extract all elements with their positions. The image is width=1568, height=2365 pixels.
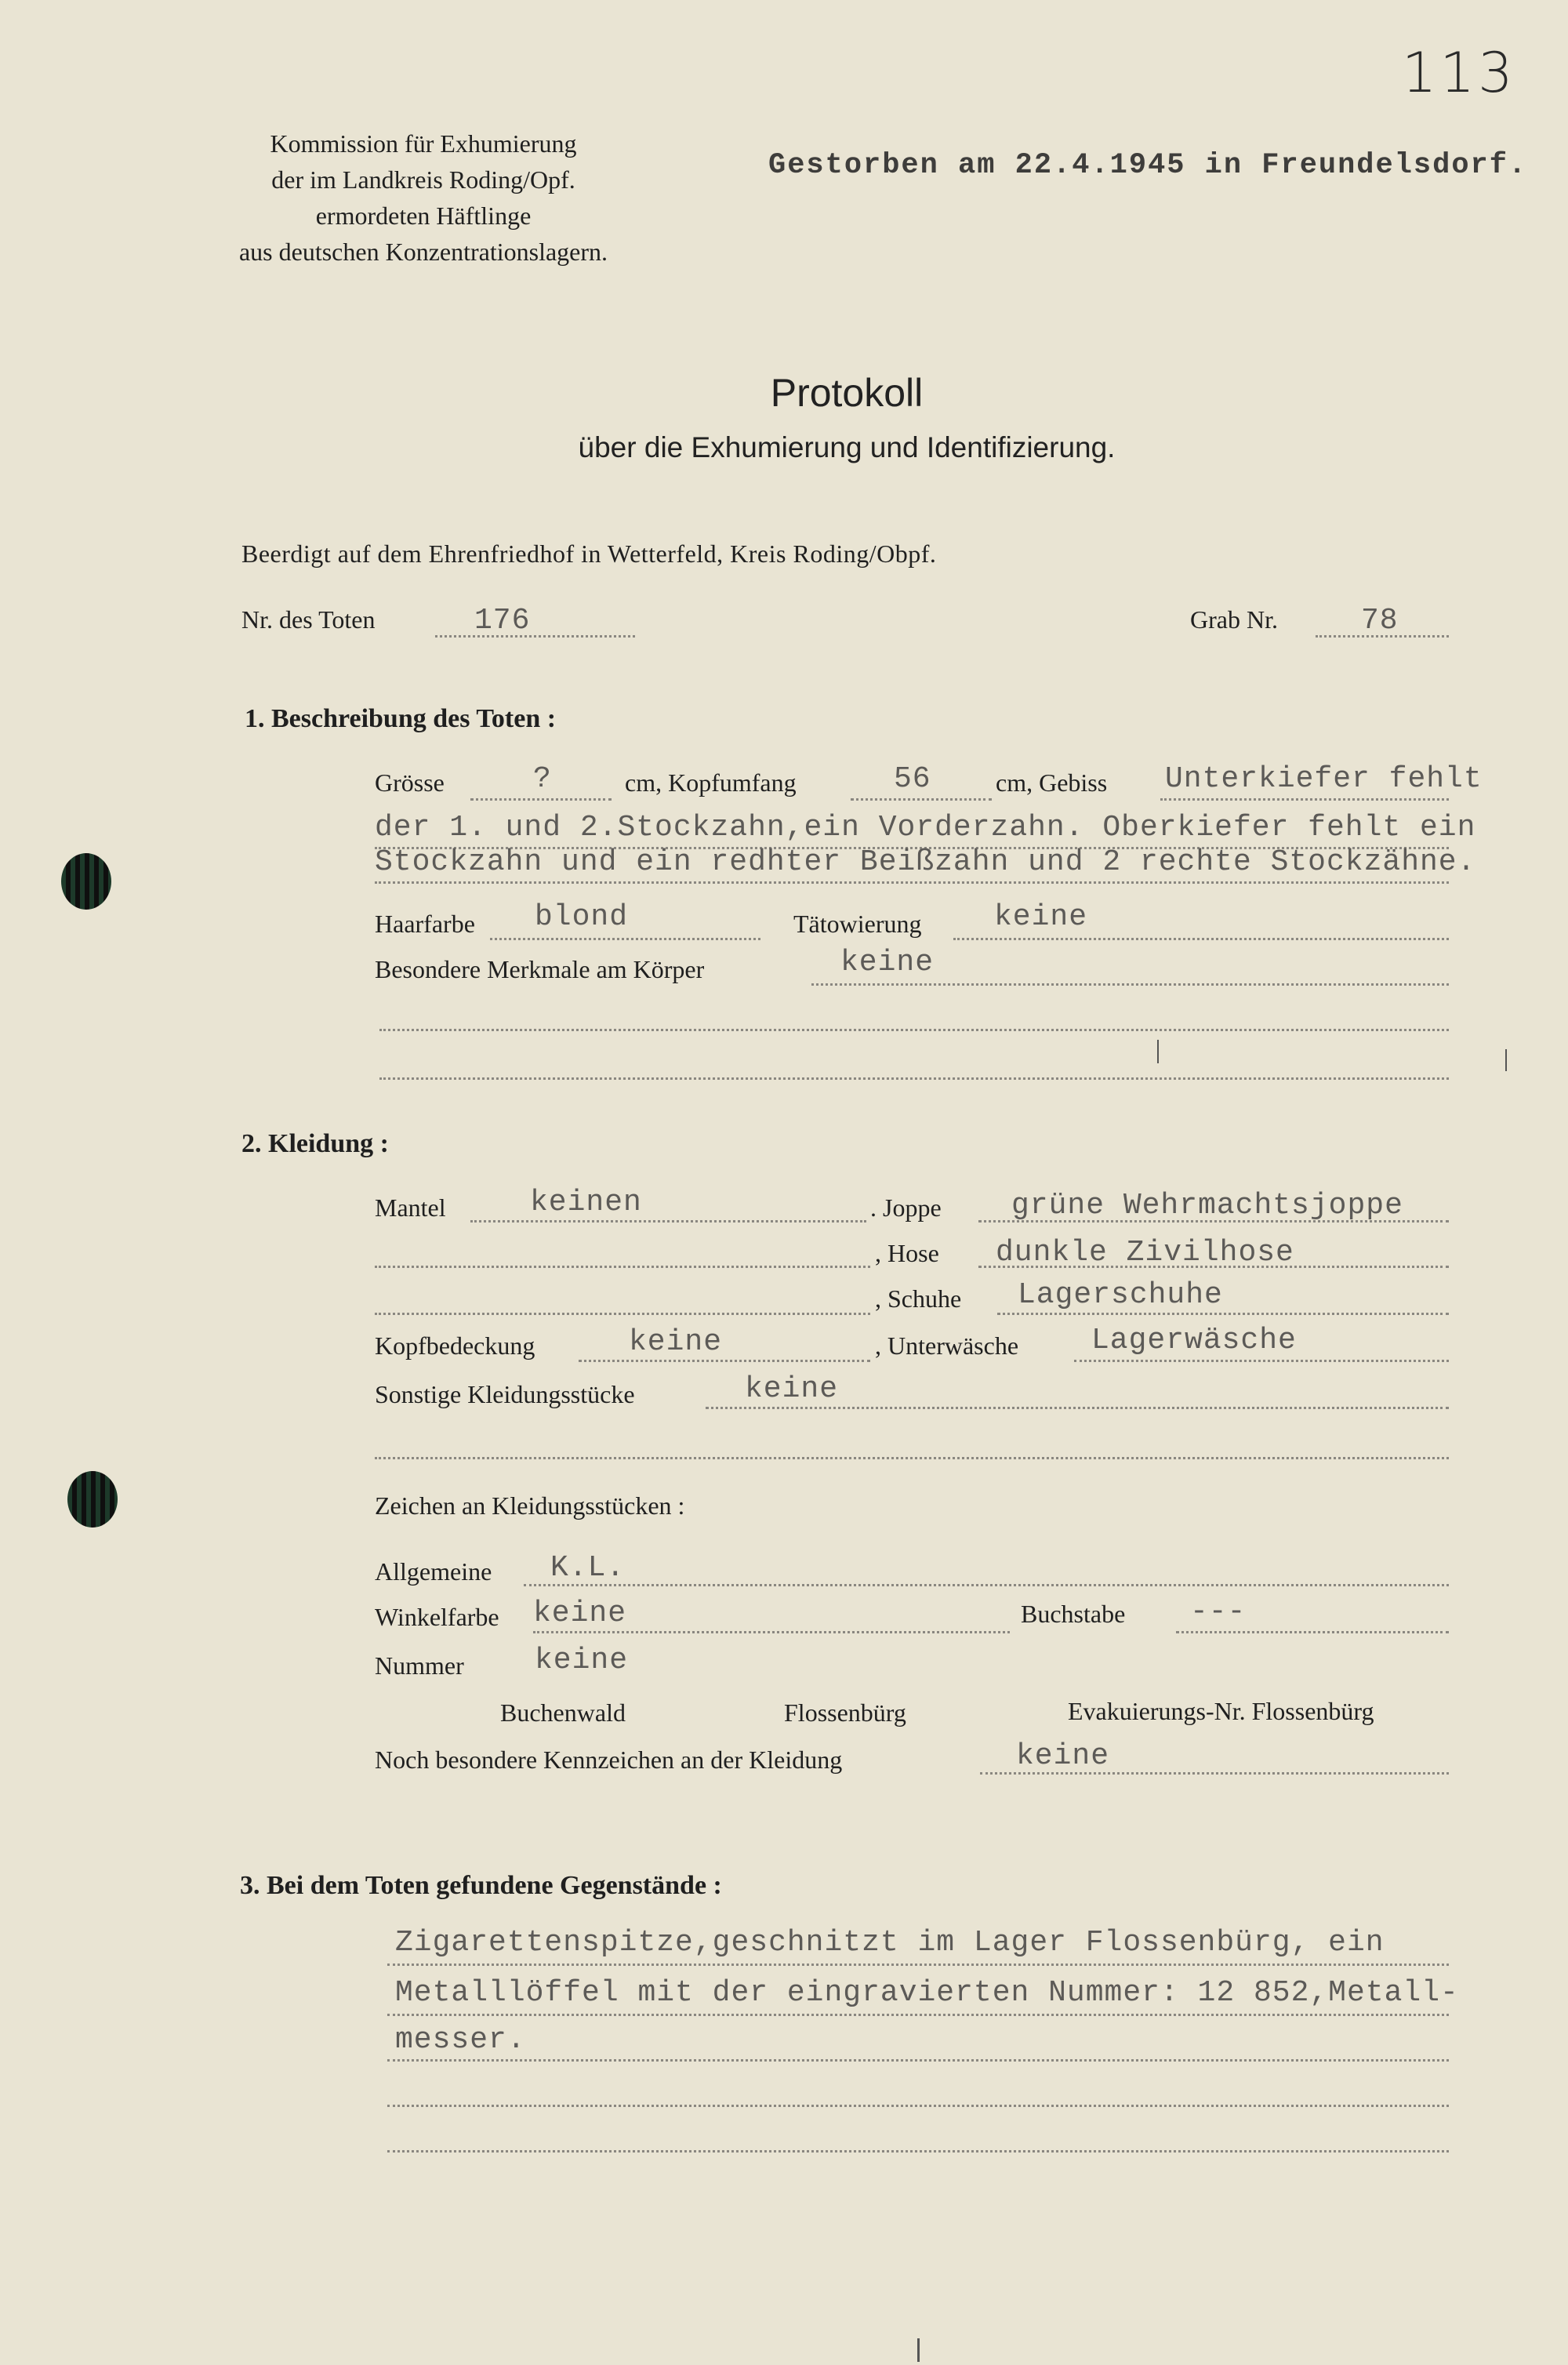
blank-line-3	[375, 1457, 1449, 1459]
gebiss-line-1: Unterkiefer fehlt	[1165, 762, 1483, 796]
buchstabe-dots	[1176, 1631, 1449, 1633]
winkelfarbe-dots	[533, 1631, 1010, 1633]
gebiss-dots-1	[1160, 798, 1449, 801]
mantel-dots	[470, 1220, 866, 1222]
section-3-heading: 3. Bei dem Toten gefundene Gegenstände :	[240, 1871, 722, 1900]
groesse-label: Grösse	[375, 768, 445, 797]
unterwaesche-label: , Unterwäsche	[875, 1331, 1019, 1360]
allgemeine-label: Allgemeine	[375, 1557, 492, 1586]
taetowierung-value: keine	[994, 900, 1088, 934]
items-dots-3	[387, 2059, 1449, 2062]
merkmale-dots	[811, 983, 1449, 986]
binder-hole-bottom	[67, 1471, 118, 1528]
commission-line-3: ermordeten Häftlinge	[315, 202, 532, 230]
sonstige-dots	[706, 1407, 1449, 1409]
commission-line-1: Kommission für Exhumierung	[270, 129, 577, 158]
taetowierung-dots	[953, 938, 1449, 940]
gebiss-dots-3	[375, 881, 1449, 884]
items-line-1: Zigarettenspitze,geschnitzt im Lager Flossenbürg, ein	[395, 1926, 1385, 1960]
schuhe-left-dots	[375, 1313, 870, 1315]
besondere-label: Noch besondere Kennzeichen an der Kleidung	[375, 1746, 843, 1774]
page-title: Protokoll	[770, 371, 924, 415]
nummer-value: keine	[535, 1644, 629, 1677]
kopfbedeckung-value: keine	[629, 1325, 723, 1359]
items-line-3: messer.	[395, 2023, 526, 2057]
winkelfarbe-value: keine	[533, 1597, 627, 1630]
kopfumfang-value: 56	[894, 762, 931, 796]
allgemeine-dots	[524, 1584, 1449, 1586]
winkelfarbe-label: Winkelfarbe	[375, 1603, 499, 1631]
kopfbedeckung-dots	[579, 1360, 870, 1362]
pencil-mark-2	[1157, 1040, 1159, 1063]
nr-dots	[435, 635, 635, 638]
blank-line-1	[379, 1029, 1449, 1031]
kopfumfang-label: cm, Kopfumfang	[625, 768, 797, 797]
taetowierung-label: Tätowierung	[793, 910, 922, 938]
commission-line-2: der im Landkreis Roding/Opf.	[271, 165, 575, 194]
schuhe-label: , Schuhe	[875, 1284, 962, 1313]
items-line-2: Metalllöffel mit der eingravierten Nummer: 12 852,Metall-	[395, 1976, 1459, 2010]
groesse-dots	[470, 798, 612, 801]
besondere-value: keine	[1016, 1739, 1110, 1773]
buchstabe-label: Buchstabe	[1021, 1600, 1126, 1628]
items-dots-1	[387, 1964, 1449, 1966]
unterwaesche-dots	[1074, 1360, 1449, 1362]
commission-header	[235, 125, 612, 270]
hose-left-dots	[375, 1266, 870, 1268]
haarfarbe-dots	[490, 938, 760, 940]
hose-label: , Hose	[875, 1239, 939, 1267]
gebiss-label: cm, Gebiss	[996, 768, 1108, 797]
section-2-heading: 2. Kleidung :	[241, 1129, 389, 1158]
page-number: 113	[1402, 41, 1516, 105]
pencil-mark-3	[1505, 1049, 1507, 1071]
items-dots-2	[387, 2014, 1449, 2016]
haarfarbe-label: Haarfarbe	[375, 910, 475, 938]
items-dots-4	[387, 2105, 1449, 2107]
sonstige-value: keine	[745, 1372, 839, 1406]
joppe-value: grüne Wehrmachtsjoppe	[1011, 1189, 1403, 1222]
schuhe-value: Lagerschuhe	[1018, 1278, 1223, 1312]
merkmale-label: Besondere Merkmale am Körper	[375, 955, 705, 983]
gebiss-line-3: Stockzahn und ein redhter Beißzahn und 2 rechte Stockzähne.	[375, 845, 1476, 879]
mantel-value: keinen	[530, 1186, 642, 1219]
pencil-mark-1	[917, 2338, 920, 2362]
death-note: Gestorben am 22.4.1945 in Freundelsdorf.	[768, 149, 1528, 182]
evakuierungs-label: Evakuierungs-Nr. Flossenbürg	[1068, 1697, 1374, 1725]
nr-label: Nr. des Toten	[241, 605, 376, 634]
section-1-heading: 1. Beschreibung des Toten :	[245, 704, 557, 733]
binder-hole-top	[61, 853, 111, 910]
groesse-value: ?	[533, 762, 552, 796]
buchstabe-value: ---	[1190, 1595, 1247, 1629]
gebiss-line-2: der 1. und 2.Stockzahn,ein Vorderzahn. Oberkiefer fehlt ein	[375, 811, 1476, 845]
allgemeine-value: K.L.	[550, 1551, 626, 1585]
merkmale-value: keine	[840, 946, 935, 979]
page-subtitle: über die Exhumierung und Identifizierung.	[578, 431, 1116, 463]
grab-label: Grab Nr.	[1190, 605, 1278, 634]
commission-line-4: aus deutschen Konzentrationslagern.	[238, 238, 608, 266]
joppe-label: . Joppe	[870, 1193, 942, 1222]
sonstige-label: Sonstige Kleidungsstücke	[375, 1380, 635, 1408]
flossenbuerg-label: Flossenbürg	[784, 1698, 906, 1727]
hose-value: dunkle Zivilhose	[996, 1236, 1294, 1270]
grab-value: 78	[1361, 604, 1399, 638]
kopfumfang-dots	[851, 798, 992, 801]
unterwaesche-value: Lagerwäsche	[1091, 1324, 1297, 1357]
nr-value: 176	[474, 604, 531, 638]
blank-line-2	[379, 1077, 1449, 1080]
items-dots-5	[387, 2150, 1449, 2152]
mantel-label: Mantel	[375, 1193, 446, 1222]
kopfbedeckung-label: Kopfbedeckung	[375, 1331, 535, 1360]
burial-text: Beerdigt auf dem Ehrenfriedhof in Wetterfeld, Kreis Roding/Obpf.	[241, 539, 937, 568]
zeichen-heading: Zeichen an Kleidungsstücken :	[375, 1491, 685, 1520]
nummer-label: Nummer	[375, 1651, 464, 1680]
buchenwald-label: Buchenwald	[500, 1698, 626, 1727]
schuhe-dots	[997, 1313, 1449, 1315]
haarfarbe-value: blond	[535, 900, 629, 934]
